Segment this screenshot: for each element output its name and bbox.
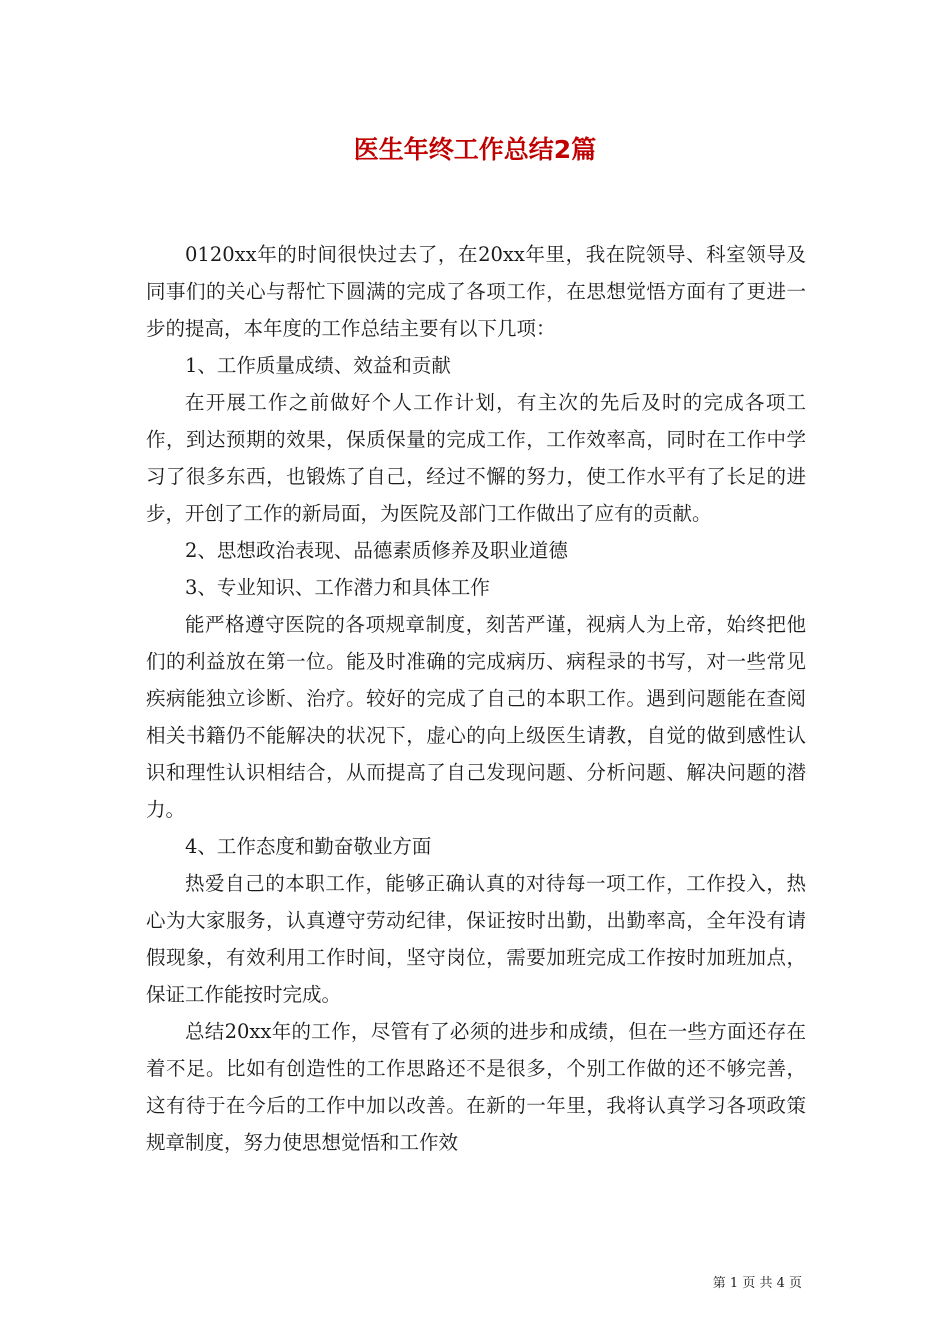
- section-heading-2: 2、思想政治表现、品德素质修养及职业道德: [185, 539, 568, 562]
- page-number-footer: 第 1 页 共 4 页: [712, 1276, 802, 1291]
- summary-paragraph: 总结20xx年的工作，尽管有了必须的进步和成绩，但在一些方面还存在着不足。比如有创造性的工作思路还不是很多，个别工作做的还不够完善，这有待于在今后的工作中加以改善。在新的一年里，我将认真学习各项政策规章制度，努力使思想觉悟和工作效: [146, 1020, 806, 1154]
- section-paragraph-1: 在开展工作之前做好个人工作计划，有主次的先后及时的完成各项工作，到达预期的效果，保质保量的完成工作，工作效率高，同时在工作中学习了很多东西，也锻炼了自己，经过不懈的努力，使工作水平有了长足的进步，开创了工作的新局面，为医院及部门工作做出了应有的贡献。: [146, 391, 806, 525]
- section-heading-1: 1、工作质量成绩、效益和贡献: [185, 354, 451, 377]
- document-title: 医生年终工作总结2篇: [353, 135, 597, 164]
- section-paragraph-3: 能严格遵守医院的各项规章制度，刻苦严谨，视病人为上帝，始终把他们的利益放在第一位。能及时准确的完成病历、病程录的书写，对一些常见疾病能独立诊断、治疗。较好的完成了自己的本职工作。遇到问题能在查阅相关书籍仍不能解决的状况下，虚心的向上级医生请教，自觉的做到感性认识和理性认识相结合，从而提高了自己发现问题、分析问题、解决问题的潜力。: [146, 613, 806, 821]
- document-body: [146, 236, 806, 1161]
- section-paragraph-4: 热爱自己的本职工作，能够正确认真的对待每一项工作，工作投入，热心为大家服务，认真遵守劳动纪律，保证按时出勤，出勤率高，全年没有请假现象，有效利用工作时间，坚守岗位，需要加班完成工作按时加班加点，保证工作能按时完成。: [146, 872, 806, 1006]
- section-heading-4: 4、工作态度和勤奋敬业方面: [185, 835, 432, 858]
- intro-paragraph: 0120xx年的时间很快过去了，在20xx年里，我在院领导、科室领导及同事们的关心与帮忙下圆满的完成了各项工作，在思想觉悟方面有了更进一步的提高，本年度的工作总结主要有以下几项：: [146, 243, 806, 340]
- section-heading-3: 3、专业知识、工作潜力和具体工作: [185, 576, 490, 599]
